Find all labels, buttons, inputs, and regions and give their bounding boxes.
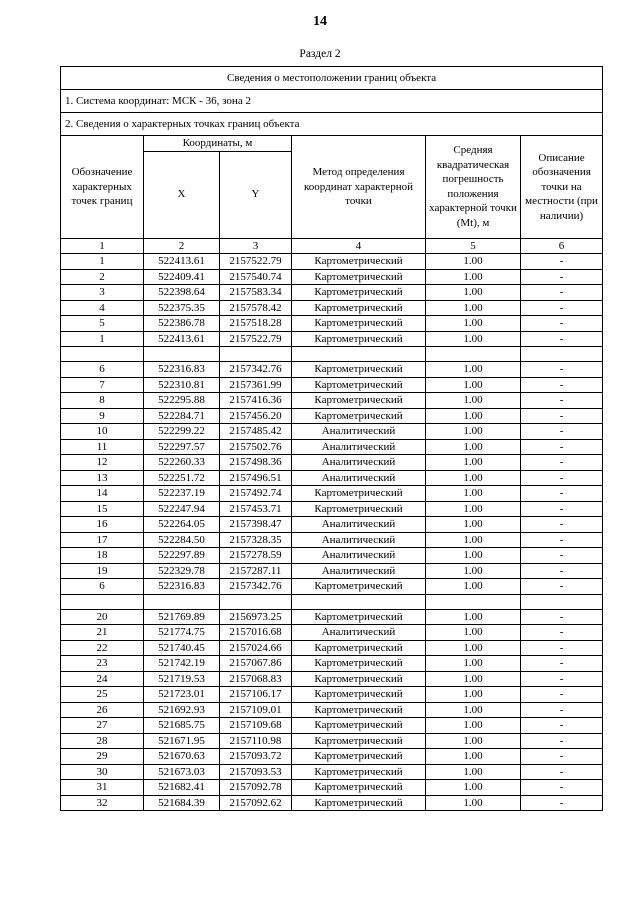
- empty-cell: [144, 347, 220, 362]
- coord-x: 522297.57: [144, 439, 220, 455]
- accuracy: 1.00: [426, 702, 521, 718]
- table-row: [61, 780, 603, 796]
- accuracy: 1.00: [426, 733, 521, 749]
- empty-cell: [292, 347, 426, 362]
- point-number: 2: [61, 269, 144, 285]
- accuracy: 1.00: [426, 285, 521, 301]
- table-row: [61, 254, 603, 270]
- section-title: Раздел 2: [299, 48, 341, 60]
- description: -: [521, 439, 603, 455]
- coord-y: 2157067.86: [220, 656, 292, 672]
- empty-cell: [220, 594, 292, 609]
- coord-y: 2157361.99: [220, 377, 292, 393]
- method: Картометрический: [292, 331, 426, 347]
- description: -: [521, 393, 603, 409]
- table-row: [61, 548, 603, 564]
- method: Аналитический: [292, 548, 426, 564]
- accuracy: 1.00: [426, 795, 521, 811]
- method: Картометрический: [292, 300, 426, 316]
- coord-y: 2157093.72: [220, 749, 292, 765]
- description: -: [521, 749, 603, 765]
- coord-y: 2157398.47: [220, 517, 292, 533]
- table-row: [61, 470, 603, 486]
- empty-cell: [61, 594, 144, 609]
- table-row: [61, 764, 603, 780]
- point-number: 4: [61, 300, 144, 316]
- table-row: [61, 455, 603, 471]
- point-number: 22: [61, 640, 144, 656]
- coord-x: 522316.83: [144, 362, 220, 378]
- coord-x: 521719.53: [144, 671, 220, 687]
- accuracy: 1.00: [426, 548, 521, 564]
- method: Картометрический: [292, 377, 426, 393]
- coord-y: 2157106.17: [220, 687, 292, 703]
- point-number: 8: [61, 393, 144, 409]
- point-number: 13: [61, 470, 144, 486]
- description: -: [521, 501, 603, 517]
- accuracy: 1.00: [426, 439, 521, 455]
- description: -: [521, 780, 603, 796]
- point-number: 27: [61, 718, 144, 734]
- method: Картометрический: [292, 671, 426, 687]
- point-number: 10: [61, 424, 144, 440]
- coord-x: 521685.75: [144, 718, 220, 734]
- coord-x: 521769.89: [144, 609, 220, 625]
- coord-y: 2157342.76: [220, 579, 292, 595]
- coord-x: 521670.63: [144, 749, 220, 765]
- method: Аналитический: [292, 625, 426, 641]
- table-row: [61, 718, 603, 734]
- coord-x: 522251.72: [144, 470, 220, 486]
- coord-x: 522284.50: [144, 532, 220, 548]
- coord-y: 2157485.42: [220, 424, 292, 440]
- table-row: [61, 300, 603, 316]
- table-row: [61, 749, 603, 765]
- description: -: [521, 795, 603, 811]
- method: Картометрический: [292, 254, 426, 270]
- coord-y: 2157016.68: [220, 625, 292, 641]
- accuracy: 1.00: [426, 579, 521, 595]
- accuracy: 1.00: [426, 656, 521, 672]
- point-number: 9: [61, 408, 144, 424]
- coord-x: 522316.83: [144, 579, 220, 595]
- method: Картометрический: [292, 656, 426, 672]
- accuracy: 1.00: [426, 764, 521, 780]
- description: -: [521, 331, 603, 347]
- description: -: [521, 424, 603, 440]
- header-description: Описание обозначения точки на местности (при наличии): [521, 136, 603, 239]
- accuracy: 1.00: [426, 671, 521, 687]
- empty-cell: [426, 594, 521, 609]
- column-number: 3: [220, 238, 292, 254]
- point-number: 16: [61, 517, 144, 533]
- method: Картометрический: [292, 749, 426, 765]
- point-number: 1: [61, 331, 144, 347]
- table-row: [61, 424, 603, 440]
- description: -: [521, 671, 603, 687]
- coord-y: 2156973.25: [220, 609, 292, 625]
- point-number: 21: [61, 625, 144, 641]
- empty-cell: [144, 594, 220, 609]
- empty-cell: [220, 347, 292, 362]
- group-separator-row: [61, 347, 603, 362]
- coord-y: 2157109.01: [220, 702, 292, 718]
- table-heading: Сведения о местоположении границ объекта: [61, 67, 603, 90]
- empty-cell: [521, 594, 603, 609]
- coord-x: 522264.05: [144, 517, 220, 533]
- coord-x: 521692.93: [144, 702, 220, 718]
- coord-x: 521740.45: [144, 640, 220, 656]
- method: Картометрический: [292, 316, 426, 332]
- method: Аналитический: [292, 532, 426, 548]
- point-number: 11: [61, 439, 144, 455]
- header-y: Y: [220, 151, 292, 238]
- table-row: [61, 687, 603, 703]
- table-row: [61, 377, 603, 393]
- point-number: 15: [61, 501, 144, 517]
- accuracy: 1.00: [426, 517, 521, 533]
- accuracy: 1.00: [426, 424, 521, 440]
- accuracy: 1.00: [426, 408, 521, 424]
- accuracy: 1.00: [426, 470, 521, 486]
- coord-y: 2157092.62: [220, 795, 292, 811]
- coord-y: 2157416.36: [220, 393, 292, 409]
- column-number: 5: [426, 238, 521, 254]
- point-number: 32: [61, 795, 144, 811]
- table-row: [61, 285, 603, 301]
- method: Аналитический: [292, 517, 426, 533]
- table-row: [61, 331, 603, 347]
- point-number: 18: [61, 548, 144, 564]
- coord-x: 521742.19: [144, 656, 220, 672]
- description: -: [521, 609, 603, 625]
- coord-y: 2157522.79: [220, 254, 292, 270]
- coord-y: 2157093.53: [220, 764, 292, 780]
- accuracy: 1.00: [426, 300, 521, 316]
- table-row: [61, 269, 603, 285]
- coord-y: 2157092.78: [220, 780, 292, 796]
- table-row: [61, 640, 603, 656]
- coord-y: 2157522.79: [220, 331, 292, 347]
- description: -: [521, 455, 603, 471]
- table-row: [61, 579, 603, 595]
- coordinate-system: 1. Система координат: МСК - 36, зона 2: [61, 90, 603, 113]
- group-separator-row: [61, 594, 603, 609]
- description: -: [521, 687, 603, 703]
- coord-x: 521774.75: [144, 625, 220, 641]
- point-number: 17: [61, 532, 144, 548]
- empty-cell: [292, 594, 426, 609]
- description: -: [521, 486, 603, 502]
- description: -: [521, 532, 603, 548]
- column-numbers-row: [61, 238, 603, 254]
- header-x: X: [144, 151, 220, 238]
- points-caption: 2. Сведения о характерных точках границ объекта: [61, 113, 603, 136]
- accuracy: 1.00: [426, 687, 521, 703]
- description: -: [521, 316, 603, 332]
- table-row: [61, 795, 603, 811]
- point-number: 14: [61, 486, 144, 502]
- description: -: [521, 764, 603, 780]
- method: Аналитический: [292, 424, 426, 440]
- coord-y: 2157578.42: [220, 300, 292, 316]
- method: Картометрический: [292, 393, 426, 409]
- table-row: [61, 486, 603, 502]
- coord-x: 521671.95: [144, 733, 220, 749]
- point-number: 28: [61, 733, 144, 749]
- table-row: [61, 609, 603, 625]
- description: -: [521, 579, 603, 595]
- coord-x: 521723.01: [144, 687, 220, 703]
- accuracy: 1.00: [426, 501, 521, 517]
- table-row: [61, 517, 603, 533]
- coord-y: 2157109.68: [220, 718, 292, 734]
- description: -: [521, 625, 603, 641]
- point-number: 23: [61, 656, 144, 672]
- header-designation: Обозначение характерных точек границ: [61, 136, 144, 239]
- coord-x: 521684.39: [144, 795, 220, 811]
- empty-cell: [426, 347, 521, 362]
- points-table: [60, 66, 603, 811]
- accuracy: 1.00: [426, 563, 521, 579]
- method: Картометрический: [292, 702, 426, 718]
- table-row: [61, 656, 603, 672]
- method: Картометрический: [292, 486, 426, 502]
- method: Картометрический: [292, 640, 426, 656]
- description: -: [521, 640, 603, 656]
- method: Картометрический: [292, 718, 426, 734]
- column-number: 4: [292, 238, 426, 254]
- empty-cell: [521, 347, 603, 362]
- table-row: [61, 408, 603, 424]
- coord-y: 2157342.76: [220, 362, 292, 378]
- coord-y: 2157328.35: [220, 532, 292, 548]
- coord-x: 522386.78: [144, 316, 220, 332]
- description: -: [521, 269, 603, 285]
- coord-x: 522284.71: [144, 408, 220, 424]
- coord-x: 522295.88: [144, 393, 220, 409]
- method: Картометрический: [292, 269, 426, 285]
- column-number: 2: [144, 238, 220, 254]
- accuracy: 1.00: [426, 749, 521, 765]
- accuracy: 1.00: [426, 718, 521, 734]
- point-number: 20: [61, 609, 144, 625]
- accuracy: 1.00: [426, 640, 521, 656]
- point-number: 26: [61, 702, 144, 718]
- method: Картометрический: [292, 687, 426, 703]
- description: -: [521, 702, 603, 718]
- point-number: 25: [61, 687, 144, 703]
- description: -: [521, 470, 603, 486]
- description: -: [521, 300, 603, 316]
- table-row: [61, 671, 603, 687]
- point-number: 3: [61, 285, 144, 301]
- header-method: Метод определения координат характерной точки: [292, 136, 426, 239]
- description: -: [521, 548, 603, 564]
- coord-x: 522237.19: [144, 486, 220, 502]
- header-coordinates: Координаты, м: [144, 136, 292, 152]
- coord-x: 522398.64: [144, 285, 220, 301]
- method: Картометрический: [292, 795, 426, 811]
- method: Картометрический: [292, 501, 426, 517]
- coord-x: 521682.41: [144, 780, 220, 796]
- point-number: 7: [61, 377, 144, 393]
- coord-y: 2157068.83: [220, 671, 292, 687]
- accuracy: 1.00: [426, 269, 521, 285]
- description: -: [521, 285, 603, 301]
- coord-x: 522329.78: [144, 563, 220, 579]
- accuracy: 1.00: [426, 377, 521, 393]
- accuracy: 1.00: [426, 254, 521, 270]
- point-number: 19: [61, 563, 144, 579]
- coord-y: 2157496.51: [220, 470, 292, 486]
- table-row: [61, 532, 603, 548]
- description: -: [521, 718, 603, 734]
- table-row: [61, 702, 603, 718]
- method: Аналитический: [292, 563, 426, 579]
- table-row: [61, 501, 603, 517]
- description: -: [521, 733, 603, 749]
- description: -: [521, 362, 603, 378]
- coord-x: 522310.81: [144, 377, 220, 393]
- coord-y: 2157492.74: [220, 486, 292, 502]
- description: -: [521, 408, 603, 424]
- coord-x: 521673.03: [144, 764, 220, 780]
- column-number: 6: [521, 238, 603, 254]
- method: Картометрический: [292, 733, 426, 749]
- point-number: 24: [61, 671, 144, 687]
- method: Картометрический: [292, 609, 426, 625]
- accuracy: 1.00: [426, 609, 521, 625]
- page-number: 14: [313, 14, 327, 29]
- coord-y: 2157540.74: [220, 269, 292, 285]
- table-row: [61, 316, 603, 332]
- coord-x: 522375.35: [144, 300, 220, 316]
- description: -: [521, 517, 603, 533]
- accuracy: 1.00: [426, 316, 521, 332]
- coord-y: 2157287.11: [220, 563, 292, 579]
- method: Картометрический: [292, 408, 426, 424]
- method: Картометрический: [292, 362, 426, 378]
- coord-x: 522260.33: [144, 455, 220, 471]
- method: Аналитический: [292, 439, 426, 455]
- coord-x: 522297.89: [144, 548, 220, 564]
- coord-y: 2157498.36: [220, 455, 292, 471]
- point-number: 6: [61, 362, 144, 378]
- point-number: 6: [61, 579, 144, 595]
- coord-y: 2157453.71: [220, 501, 292, 517]
- header-accuracy: Средняя квадратическая погрешность положения характерной точки (Mt), м: [426, 136, 521, 239]
- point-number: 12: [61, 455, 144, 471]
- coord-y: 2157456.20: [220, 408, 292, 424]
- point-number: 30: [61, 764, 144, 780]
- description: -: [521, 377, 603, 393]
- coord-x: 522247.94: [144, 501, 220, 517]
- method: Картометрический: [292, 780, 426, 796]
- coord-y: 2157502.76: [220, 439, 292, 455]
- empty-cell: [61, 347, 144, 362]
- table-row: [61, 733, 603, 749]
- table-row: [61, 439, 603, 455]
- accuracy: 1.00: [426, 331, 521, 347]
- table-row: [61, 625, 603, 641]
- accuracy: 1.00: [426, 780, 521, 796]
- table-row: [61, 362, 603, 378]
- coord-x: 522409.41: [144, 269, 220, 285]
- coord-y: 2157110.98: [220, 733, 292, 749]
- method: Аналитический: [292, 455, 426, 471]
- accuracy: 1.00: [426, 625, 521, 641]
- method: Картометрический: [292, 764, 426, 780]
- coord-y: 2157278.59: [220, 548, 292, 564]
- table-row: [61, 563, 603, 579]
- point-number: 29: [61, 749, 144, 765]
- description: -: [521, 254, 603, 270]
- accuracy: 1.00: [426, 362, 521, 378]
- accuracy: 1.00: [426, 486, 521, 502]
- accuracy: 1.00: [426, 455, 521, 471]
- description: -: [521, 656, 603, 672]
- description: -: [521, 563, 603, 579]
- point-number: 31: [61, 780, 144, 796]
- point-number: 5: [61, 316, 144, 332]
- table-row: [61, 393, 603, 409]
- method: Аналитический: [292, 470, 426, 486]
- coord-y: 2157583.34: [220, 285, 292, 301]
- method: Картометрический: [292, 579, 426, 595]
- column-number: 1: [61, 238, 144, 254]
- coord-x: 522299.22: [144, 424, 220, 440]
- coord-y: 2157518.28: [220, 316, 292, 332]
- accuracy: 1.00: [426, 532, 521, 548]
- accuracy: 1.00: [426, 393, 521, 409]
- coord-x: 522413.61: [144, 331, 220, 347]
- coord-y: 2157024.66: [220, 640, 292, 656]
- point-number: 1: [61, 254, 144, 270]
- coord-x: 522413.61: [144, 254, 220, 270]
- method: Картометрический: [292, 285, 426, 301]
